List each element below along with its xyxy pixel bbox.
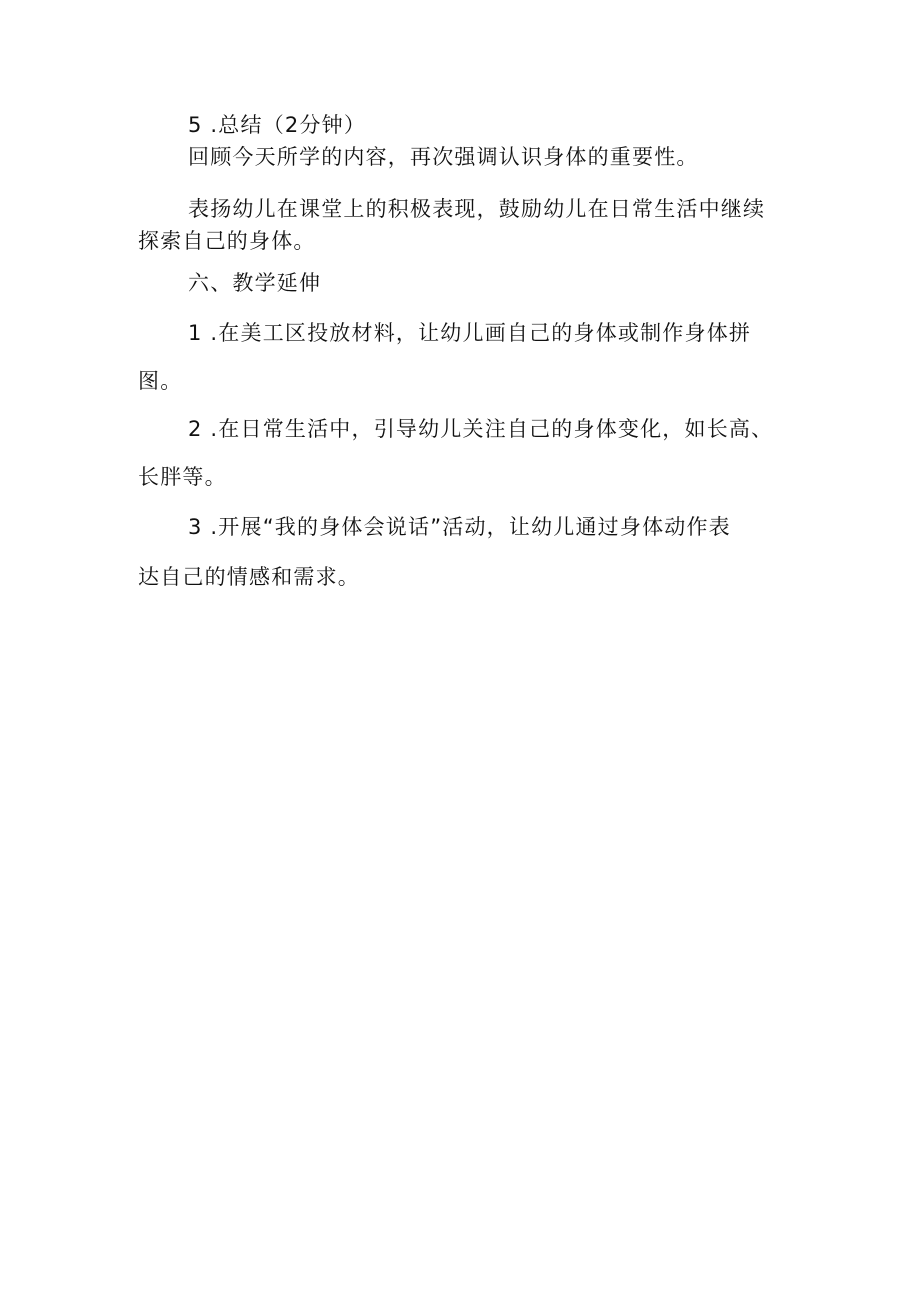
paragraph-praise-line2: 探索自己的身体。 <box>138 229 316 253</box>
section-heading-extension: 六、教学延伸 <box>188 271 322 295</box>
paragraph-review: 回顾今天所学的内容，再次强调认识身体的重要性。 <box>188 145 699 169</box>
list-item-1-line1: 1 .在美工区投放材料，让幼儿画自己的身体或制作身体拼 <box>188 321 752 345</box>
list-item-2-line2: 长胖等。 <box>138 465 227 489</box>
list-item-2-line1: 2 .在日常生活中，引导幼儿关注自己的身体变化，如长高、 <box>188 417 774 441</box>
section-heading-summary: 5 .总结（2分钟） <box>188 113 367 137</box>
list-item-3-line1: 3 .开展“我的身体会说话”活动，让幼儿通过身体动作表 <box>188 515 731 539</box>
list-item-1-line2: 图。 <box>138 369 183 393</box>
paragraph-praise-line1: 表扬幼儿在课堂上的积极表现，鼓励幼儿在日常生活中继续 <box>188 197 766 221</box>
list-item-3-line2: 达自己的情感和需求。 <box>138 565 360 589</box>
